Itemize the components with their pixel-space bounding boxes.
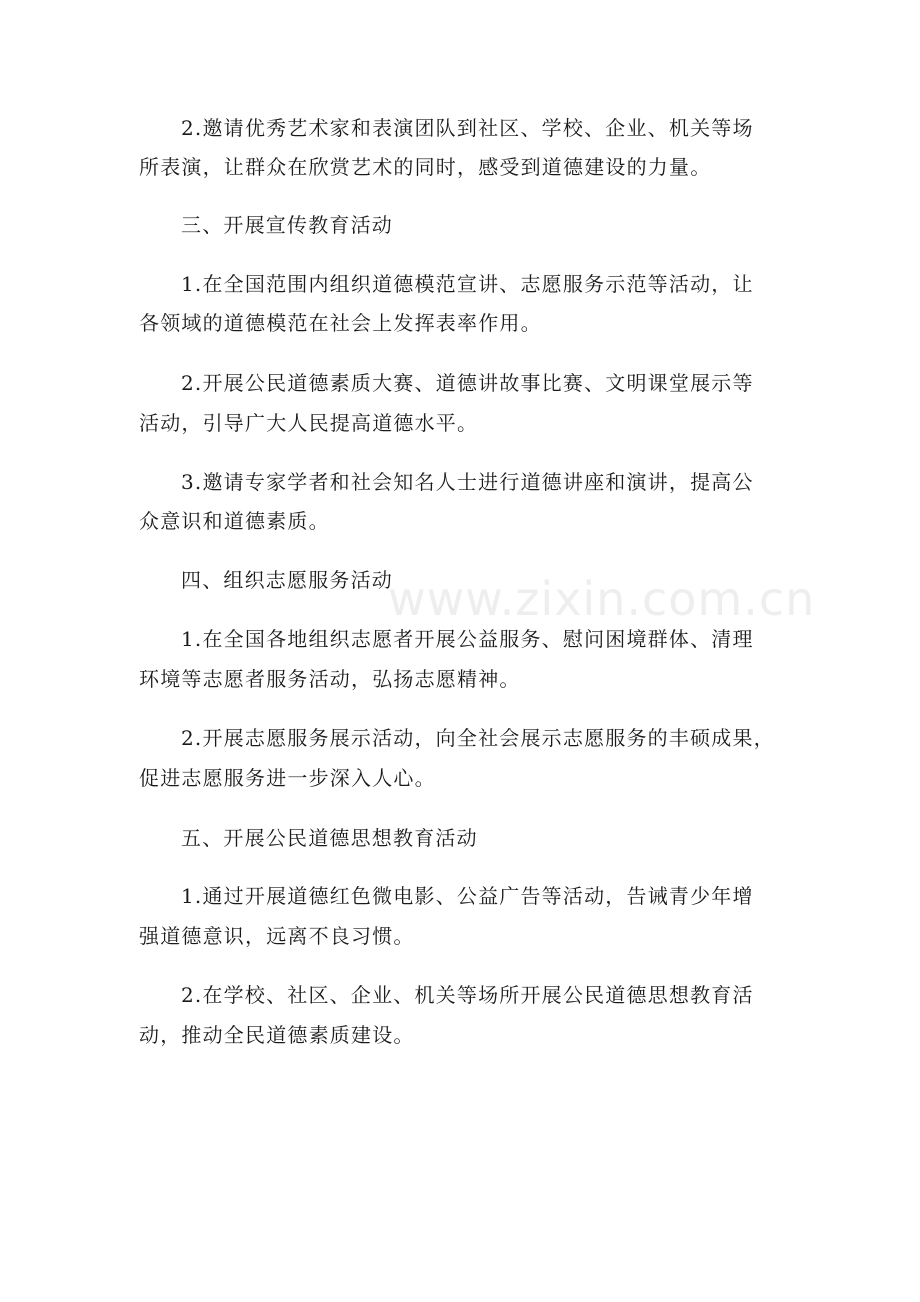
paragraph-line: 环境等志愿者服务活动，弘扬志愿精神。 [139,667,521,691]
paragraph-line: 1.在全国范围内组织道德模范宣讲、志愿服务示范等活动，让 [181,272,754,296]
paragraph-line: 2.邀请优秀艺术家和表演团队到社区、学校、企业、机关等场 [181,116,754,140]
section-heading-text: 五、开展公民道德思想教育活动 [181,826,478,850]
watermark: www.zixin.com.cn [388,572,816,626]
paragraph-line: 2.开展公民道德素质大赛、道德讲故事比赛、文明课堂展示等 [181,371,754,395]
paragraph-line: 活动，引导广大人民提高道德水平。 [139,411,479,435]
paragraph-line: 强道德意识，远离不良习惯。 [139,924,415,948]
paragraph-line: 促进志愿服务进一步深入人心。 [139,766,436,790]
paragraph-line: 2.开展志愿服务展示活动，向全社会展示志愿服务的丰硕成果， [181,726,775,750]
paragraph-line: 众意识和道德素质。 [139,509,330,533]
paragraph-line: 1.通过开展道德红色微电影、公益广告等活动，告诫青少年增 [181,884,754,908]
paragraph-line: 2.在学校、社区、企业、机关等场所开展公民道德思想教育活 [181,983,754,1007]
paragraph-line: 动，推动全民道德素质建设。 [139,1023,415,1047]
paragraph-line: 1.在全国各地组织志愿者开展公益服务、慰问困境群体、清理 [181,627,754,651]
paragraph-line: 3.邀请专家学者和社会知名人士进行道德讲座和演讲，提高公 [181,470,754,494]
section-heading-text: 三、开展宣传教育活动 [181,213,393,237]
paragraph-line: 各领域的道德模范在社会上发挥表率作用。 [139,311,542,335]
section-heading-text: 四、组织志愿服务活动 [181,568,393,592]
paragraph-line: 所表演，让群众在欣赏艺术的同时，感受到道德建设的力量。 [139,155,712,179]
